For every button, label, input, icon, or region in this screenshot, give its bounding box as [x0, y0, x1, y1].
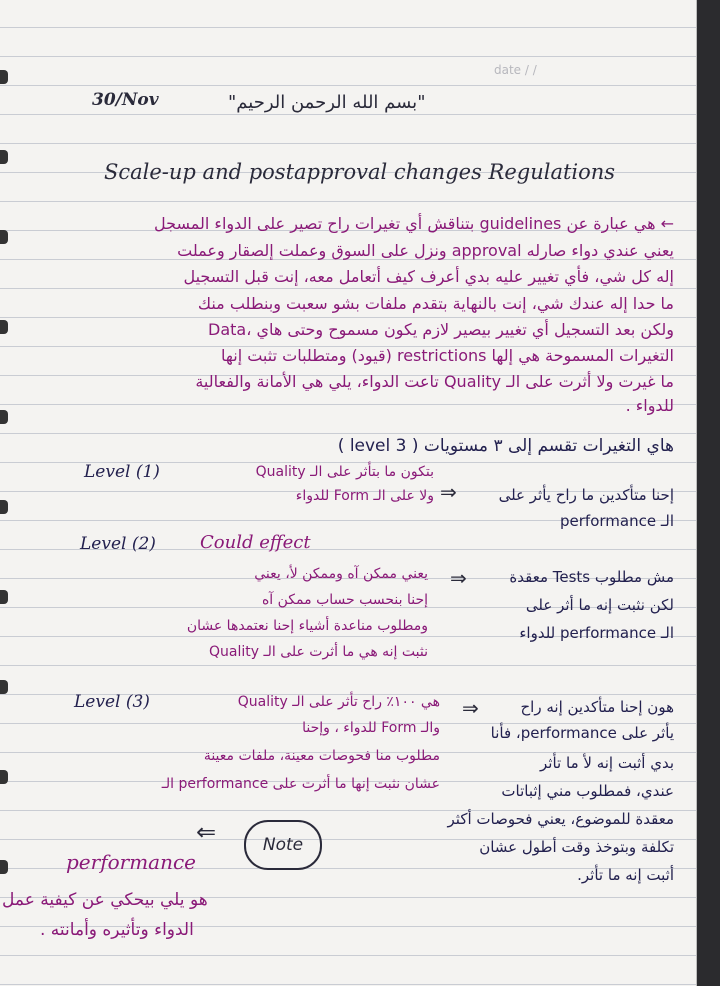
level-3-result: تكلفة وبتوخذ وقت أطول عشان [479, 838, 674, 856]
level-1-result: الـ performance [560, 512, 674, 530]
level-1-note: بتكون ما بتأثر على الـ Quality [255, 464, 434, 480]
level-2-note: ومطلوب مناعدة أشياء إحنا نعتمدها عشان [186, 618, 428, 634]
level-3-label: Level (3) [74, 692, 150, 712]
level-2-note: يعني ممكن آه وممكن لأ، يعني [254, 566, 428, 582]
level-3-note: والـ Form للدواء ، وإحنا [302, 720, 440, 736]
basmala: "بسم الله الرحمن الرحيم" [228, 92, 426, 113]
note-label: Note [262, 835, 304, 855]
performance-definition: الدواء وتأثيره وأمانته . [40, 920, 194, 940]
intro-line: يعني عندي دواء صارله approval ونزل على السوق وعملت إلصقار وعملت [177, 241, 674, 260]
intro-line: إله كل شي، فأي تغيير عليه بدي أعرف كيف أتعامل معه، إنت قبل التسجيل [183, 267, 674, 286]
left-arrow-icon: ⇐ [196, 818, 217, 846]
level-3-result: أثبت إنه ما تأثر. [577, 866, 674, 884]
level-2-result: لكن نثبت إنه ما أثر على [525, 596, 674, 614]
intro-line: التغيرات المسموحة هي إلها restrictions (قيود) ومتطلبات تثبت إنها [220, 346, 674, 365]
level-1-label: Level (1) [84, 462, 160, 482]
level-1-result: إحنا متأكدين ما راح يأثر على [498, 486, 674, 504]
intro-line: Data، ولكن بعد التسجيل أي تغيير بيصير لازم يكون مسموح وحتى هاي [208, 320, 674, 339]
level-2-note: إحنا بنحسب حساب ممكن آه [261, 592, 428, 608]
right-arrow-icon: ⇒ [462, 696, 479, 720]
right-arrow-icon: ⇒ [450, 566, 467, 590]
level-2-note: نثبت إنه هي ما أثرت على الـ Quality [209, 644, 428, 660]
level-1-note: ولا على الـ Form للدواء [295, 488, 434, 504]
level-3-result: يأثر على performance، فأنا [490, 724, 674, 742]
date-written: 30/Nov [92, 90, 159, 110]
level-3-result: هون إحنا متأكدين إنه راح [520, 698, 674, 716]
level-2-result: مش مطلوب Tests معقدة [509, 568, 674, 586]
level-2-effect: Could effect [200, 532, 311, 553]
level-3-note: هي ١٠٠٪ راح تأثر على الـ Quality [237, 694, 440, 710]
note-bubble [244, 820, 322, 870]
level-3-note: مطلوب منا فحوصات معينة، ملفات معينة [203, 748, 440, 764]
level-3-note: عشان نثبت إنها ما أثرت على performance الـ [161, 776, 440, 792]
intro-line: للدواء . [625, 396, 674, 415]
level-3-result: بدي أثبت إنه لأ ما تأثر [540, 754, 674, 772]
performance-definition: هو يلي بيحكي عن كيفية عمل [2, 890, 208, 910]
level-2-result: الـ performance للدواء [519, 624, 674, 642]
intro-line: ← هي عبارة عن guidelines بتناقش أي تغيرات راح تصير على الدواء المسجل [154, 214, 674, 233]
intro-line: ما حدا إله عندك شي، إنت بالنهاية بتقدم ملفات بشو سعبت وبنطلب منك [197, 294, 674, 313]
intro-line: ما غيرت ولا أثرت على الـ Quality تاعت الدواء، يلي هي الأمانة والفعالية [195, 372, 674, 391]
page-title: Scale-up and postapproval changes Regulations [104, 160, 616, 184]
level-3-result: عندي، فمطلوب مني إثباتات [501, 782, 674, 800]
level-3-result: معقدة للموضوع، يعني فحوصات أكثر [447, 810, 674, 828]
levels-heading: هاي التغيرات تقسم إلى ٣ مستويات ( 3 level ) [337, 436, 674, 456]
level-2-label: Level (2) [80, 534, 156, 554]
right-arrow-icon: ⇒ [440, 480, 457, 504]
performance-word: performance [66, 850, 197, 874]
date-placeholder: date / / [494, 63, 537, 77]
